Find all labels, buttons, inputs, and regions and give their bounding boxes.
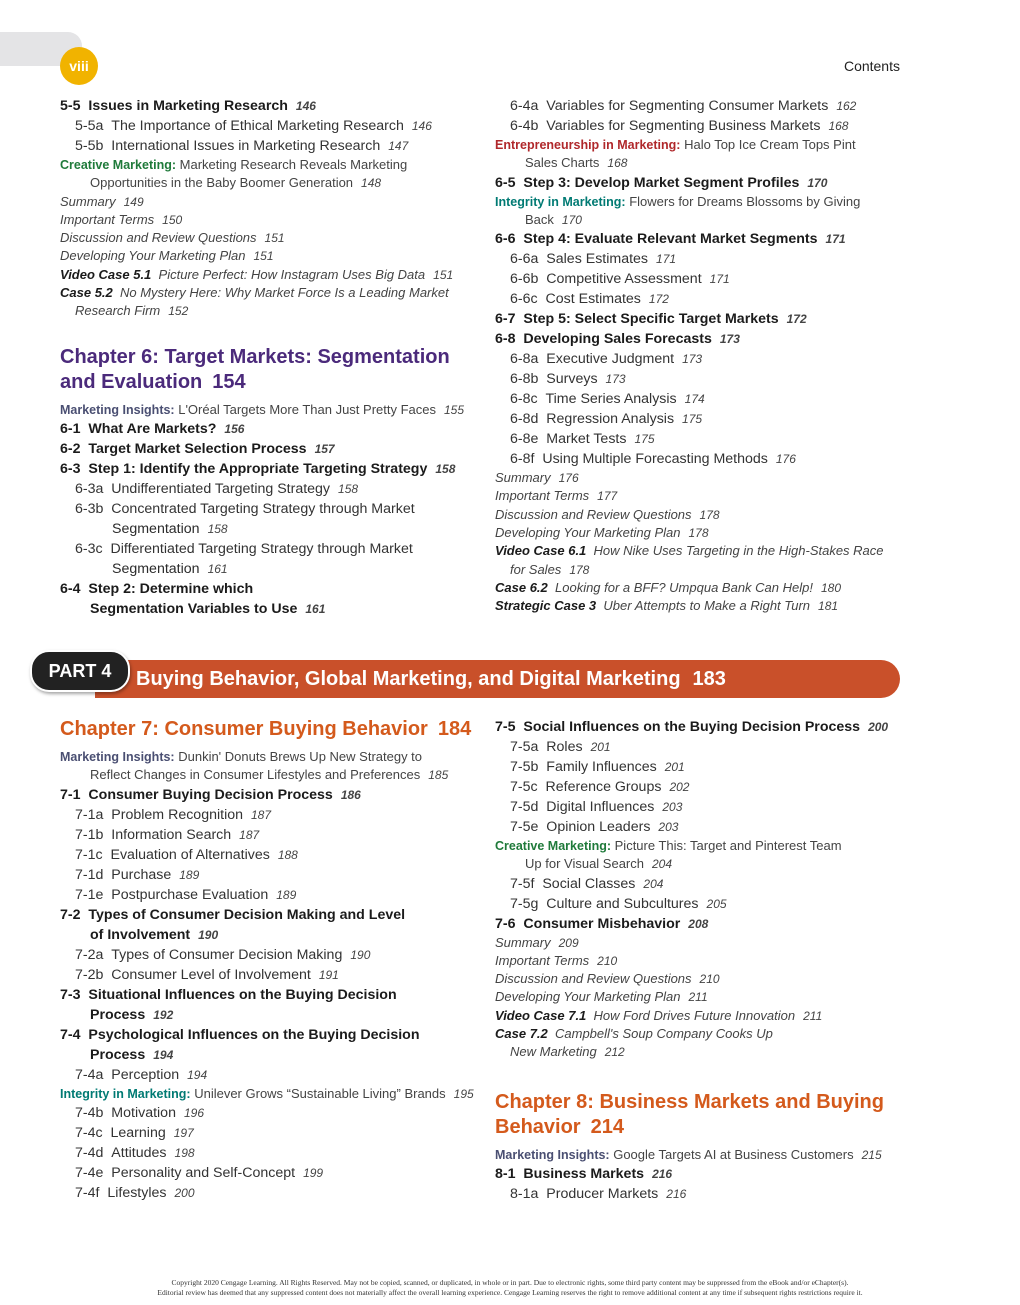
toc-subsection[interactable]: 7-5f Social Classes 204 [510,875,664,892]
copyright-line-2: Editorial review has deemed that any suppressed content does not materially affect the overall learning experience. Cengage Learning reserves the right to remove additional content at any time if subsequent rights restrictions require it. [157,1288,863,1297]
section-continuation: Segmentation Variables to Use 161 [90,600,326,617]
integrity-feature[interactable]: Integrity in Marketing: Flowers for Dreams Blossoms by Giving [495,193,861,209]
feature-continuation: Reflect Changes in Consumer Lifestyles and Preferences 185 [90,767,449,783]
video-case-continuation: for Sales 178 [510,561,590,577]
toc-section[interactable]: 6-6 Step 4: Evaluate Relevant Market Segments 171 [495,231,846,248]
toc-subsection[interactable]: 7-4b Motivation 196 [75,1104,204,1121]
toc-section[interactable]: 6-5 Step 3: Develop Market Segment Profiles 170 [495,174,828,191]
toc-subsection[interactable]: 7-2a Types of Consumer Decision Making 190 [75,946,371,963]
chapter-6-heading[interactable]: Chapter 6: Target Markets: Segmentation and Evaluation 154 [60,345,450,393]
toc-important-terms[interactable]: Important Terms 210 [495,952,618,968]
subsection-continuation: Segmentation 161 [112,560,228,577]
toc-subsection[interactable]: 7-5b Family Influences 201 [510,759,685,775]
toc-subsection[interactable]: 6-3a Undifferentiated Targeting Strategy 158 [75,480,359,497]
toc-subsection[interactable]: 8-1a Producer Markets 216 [510,1185,687,1202]
chapter-8-heading[interactable]: Chapter 8: Business Markets and Buying Behavior 214 [495,1090,884,1138]
toc-subsection[interactable]: 7-4a Perception 194 [75,1066,208,1083]
toc-subsection[interactable]: 7-1a Problem Recognition 187 [75,806,272,823]
toc-subsection[interactable]: 6-6a Sales Estimates 171 [510,251,677,268]
toc-section[interactable]: 6-3 Step 1: Identify the Appropriate Targeting Strategy 158 [60,460,456,477]
toc-subsection[interactable]: 7-1d Purchase 189 [75,866,200,883]
toc-section[interactable]: 6-4 Step 2: Determine which [60,580,254,597]
toc-section[interactable]: 6-8 Developing Sales Forecasts 173 [495,331,740,348]
toc-subsection[interactable]: 7-5a Roles 201 [510,739,611,755]
toc-subsection[interactable]: 6-8e Market Tests 175 [510,431,655,448]
toc-subsection[interactable]: 6-6c Cost Estimates 172 [510,291,669,308]
toc-subsection[interactable]: 5-5a The Importance of Ethical Marketing Research 146 [75,118,432,134]
page-number-badge: viii [60,47,98,85]
toc-subsection[interactable]: 6-8f Using Multiple Forecasting Methods 176 [510,451,796,468]
toc-subsection[interactable]: 7-1c Evaluation of Alternatives 188 [75,846,298,863]
toc-video-case[interactable]: Video Case 6.1 How Nike Uses Targeting in the High-Stakes Race [495,543,884,559]
chapter-7-heading[interactable]: Chapter 7: Consumer Buying Behavior 184 [60,718,472,740]
section-continuation: of Involvement 190 [90,926,219,943]
feature-continuation: Opportunities in the Baby Boomer Generation 148 [90,175,382,191]
toc-column-2 [495,96,915,616]
toc-column-1 [60,96,480,619]
toc-subsection[interactable]: 6-3c Differentiated Targeting Strategy through Market [75,540,413,557]
toc-case[interactable]: Case 6.2 Looking for a BFF? Umpqua Bank Can Help! 180 [495,579,841,595]
section-continuation: Process 192 [90,1006,174,1023]
toc-summary[interactable]: Summary 176 [495,470,579,486]
toc-marketing-plan[interactable]: Developing Your Marketing Plan 151 [60,248,274,264]
case-continuation: New Marketing 212 [510,1044,625,1060]
toc-discussion[interactable]: Discussion and Review Questions 151 [60,230,285,246]
marketing-insights-feature[interactable]: Marketing Insights: Dunkin' Donuts Brews Up New Strategy to [60,749,423,764]
toc-case[interactable]: Case 7.2 Campbell's Soup Company Cooks Up [495,1026,773,1042]
toc-summary[interactable]: Summary 149 [60,193,144,209]
toc-subsection[interactable]: 6-6b Competitive Assessment 171 [510,271,730,288]
toc-subsection[interactable]: 6-8c Time Series Analysis 174 [510,391,705,408]
toc-subsection[interactable]: 5-5b International Issues in Marketing Research 147 [75,138,409,154]
toc-subsection[interactable]: 7-4d Attitudes 198 [75,1144,195,1161]
toc-summary[interactable]: Summary 209 [495,934,579,950]
part-title[interactable]: Buying Behavior, Global Marketing, and Digital Marketing 183 [136,668,726,690]
copyright-line-1: Copyright 2020 Cengage Learning. All Rights Reserved. May not be copied, scanned, or duplicated, in whole or in part. Due to electronic rights, some third party content may be suppressed from the eBook and/or eChapter(s). [171,1278,849,1287]
feature-continuation: Up for Visual Search 204 [525,856,673,872]
toc-section[interactable]: 7-2 Types of Consumer Decision Making and Level [60,906,406,923]
toc-column-3 [60,717,480,1203]
toc-subsection[interactable]: 6-4a Variables for Segmenting Consumer Markets 162 [510,98,857,114]
toc-case[interactable]: Case 5.2 No Mystery Here: Why Market Force Is a Leading Market [60,285,449,301]
toc-section[interactable]: 7-4 Psychological Influences on the Buying Decision [60,1026,420,1043]
toc-subsection[interactable]: 7-5c Reference Groups 202 [510,779,690,795]
entrepreneurship-feature[interactable]: Entrepreneurship in Marketing: Halo Top Ice Cream Tops Pint [495,137,856,152]
marketing-insights-feature[interactable]: Marketing Insights: L'Oréal Targets More Than Just Pretty Faces 155 [60,401,465,417]
toc-section[interactable]: 7-5 Social Influences on the Buying Decision Process 200 [495,719,889,735]
case-continuation: Research Firm 152 [75,303,189,319]
toc-subsection[interactable]: 7-1b Information Search 187 [75,826,260,843]
toc-section[interactable]: 6-2 Target Market Selection Process 157 [60,440,335,457]
marketing-insights-feature[interactable]: Marketing Insights: Google Targets AI at Business Customers 215 [495,1146,882,1162]
feature-continuation: Back 170 [525,211,582,227]
toc-video-case[interactable]: Video Case 5.1 Picture Perfect: How Instagram Uses Big Data 151 [60,266,454,282]
toc-important-terms[interactable]: Important Terms 177 [495,488,618,504]
toc-important-terms[interactable]: Important Terms 150 [60,211,183,227]
toc-subsection[interactable]: 6-8b Surveys 173 [510,371,626,388]
integrity-feature[interactable]: Integrity in Marketing: Unilever Grows “Sustainable Living” Brands 195 [60,1085,474,1101]
toc-column-4 [495,717,915,1204]
creative-marketing-feature[interactable]: Creative Marketing: Picture This: Target and Pinterest Team [495,838,842,853]
toc-subsection[interactable]: 7-2b Consumer Level of Involvement 191 [75,966,339,983]
toc-marketing-plan[interactable]: Developing Your Marketing Plan 178 [495,525,709,541]
part-label: PART 4 [30,650,130,692]
toc-subsection[interactable]: 7-4f Lifestyles 200 [75,1184,195,1201]
feature-continuation: Sales Charts 168 [525,155,628,171]
toc-subsection[interactable]: 7-4c Learning 197 [75,1124,194,1141]
toc-subsection[interactable]: 7-5g Culture and Subcultures 205 [510,895,727,912]
creative-marketing-feature[interactable]: Creative Marketing: Marketing Research Reveals Marketing [60,157,408,172]
toc-marketing-plan[interactable]: Developing Your Marketing Plan 211 [495,989,708,1005]
section-continuation: Process 194 [90,1046,174,1063]
toc-subsection[interactable]: 7-5e Opinion Leaders 203 [510,819,679,835]
toc-discussion[interactable]: Discussion and Review Questions 178 [495,506,720,522]
toc-section[interactable]: 7-3 Situational Influences on the Buying Decision [60,986,397,1003]
toc-subsection[interactable]: 7-5d Digital Influences 203 [510,799,683,815]
toc-subsection[interactable]: 6-3b Concentrated Targeting Strategy through Market [75,500,415,517]
toc-section[interactable]: 7-6 Consumer Misbehavior 208 [495,915,709,932]
toc-section[interactable]: 6-1 What Are Markets? 156 [60,420,245,437]
running-title: Contents [843,58,900,74]
toc-subsection[interactable]: 6-8d Regression Analysis 175 [510,411,703,428]
toc-subsection[interactable]: 7-4e Personality and Self-Concept 199 [75,1164,324,1181]
toc-section[interactable]: 7-1 Consumer Buying Decision Process 186 [60,786,361,803]
subsection-continuation: Segmentation 158 [112,520,228,537]
copyright-footer [0,1278,1020,1298]
toc-section[interactable]: 5-5 Issues in Marketing Research 146 [60,98,316,114]
toc-video-case[interactable]: Video Case 7.1 How Ford Drives Future Innovation 211 [495,1007,823,1023]
toc-subsection[interactable]: 6-4b Variables for Segmenting Business Markets 168 [510,118,849,134]
toc-strategic-case[interactable]: Strategic Case 3 Uber Attempts to Make a Right Turn 181 [495,598,839,614]
toc-subsection[interactable]: 6-8a Executive Judgment 173 [510,351,703,368]
toc-section[interactable]: 6-7 Step 5: Select Specific Target Markets 172 [495,311,807,328]
toc-section[interactable]: 8-1 Business Markets 216 [495,1165,673,1182]
toc-subsection[interactable]: 7-1e Postpurchase Evaluation 189 [75,886,297,903]
toc-discussion[interactable]: Discussion and Review Questions 210 [495,971,720,987]
